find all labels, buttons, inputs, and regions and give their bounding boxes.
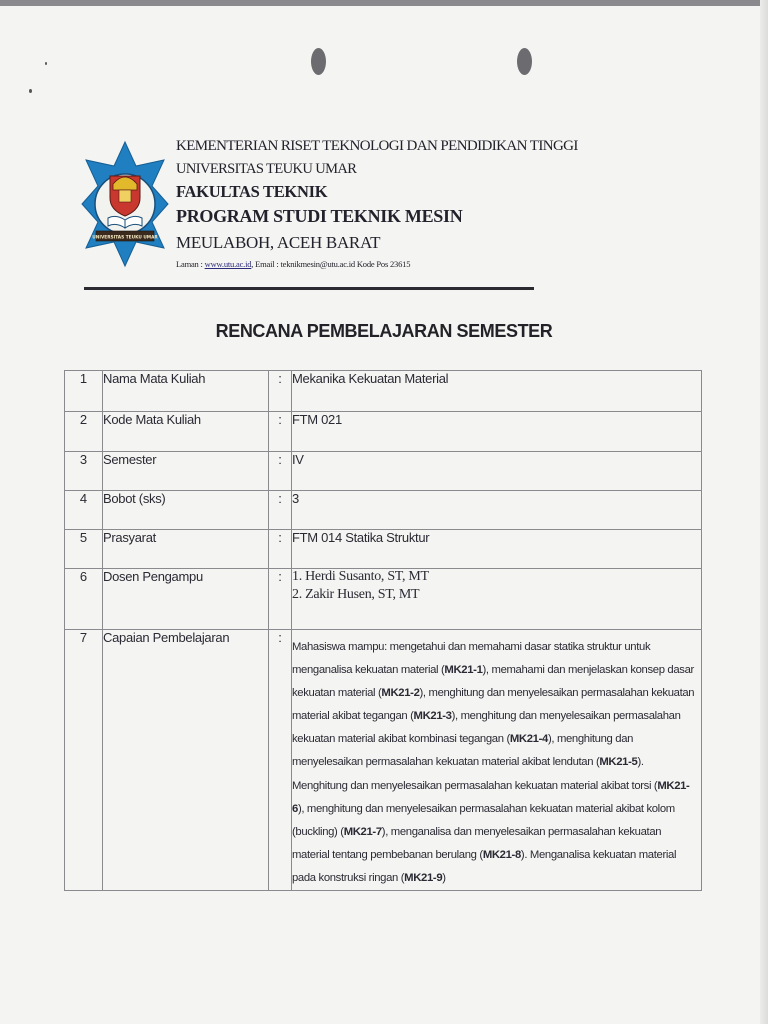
contact-prefix: Laman : [176,259,205,269]
table-row [65,569,702,630]
row-number: 7 [65,630,103,891]
scan-speck [29,89,32,93]
outcome-text: ), menghitung dan menyelesaikan permasalahan kekuatan material akibat kombinasi tegangan ( [292,710,681,746]
course-code-value: FTM 021 [292,412,702,452]
outcome-text: ), menghitung dan menyelesaikan permasalahan kekuatan material akibat kolom (buckling) ( [292,802,675,838]
semester-value: IV [292,452,702,491]
row-label: Dosen Pengampu [103,569,269,630]
outcome-code: MK21-3 [413,710,452,723]
lecturer-1: 1. Herdi Susanto, ST, MT [292,569,429,584]
scan-right-edge [760,0,768,1024]
table-row [65,530,702,569]
table-row [65,630,702,891]
outcome-text: ). Menganalisa kekuatan material pada konstruksi ringan ( [292,848,677,884]
row-colon: : [269,412,292,452]
outcome-text: ). Menghitung dan menyelesaikan permasalahan kekuatan material akibat torsi ( [292,756,658,792]
row-label: Kode Mata Kuliah [103,412,269,452]
website-link[interactable]: www.utu.ac.id [204,259,252,269]
row-number: 3 [65,452,103,491]
outcome-code: MK21-1 [444,664,483,677]
course-info-table [64,370,702,891]
scan-top-edge [0,0,768,6]
row-number: 2 [65,412,103,452]
table-row [65,412,702,452]
outcome-code: MK21-4 [509,733,548,746]
lecturers-cell [292,569,702,630]
learning-outcomes-cell [292,630,702,891]
outcome-text: ) [442,871,446,884]
emblem-building [119,190,131,202]
table-row [65,371,702,412]
row-label: Semester [103,452,269,491]
learning-outcomes-text [292,636,701,890]
university-name: UNIVERSITAS TEUKU UMAR [176,161,357,177]
row-number: 5 [65,530,103,569]
outcome-text: ), menganalisa dan menyelesaikan permasalahan kekuatan material tentang pembebanan berulang ( [292,825,662,861]
postal-code: Kode Pos 23615 [354,259,411,269]
outcome-code: MK21-5 [599,756,638,769]
table-row [65,452,702,491]
credit-value: 3 [292,491,702,530]
row-number: 4 [65,491,103,530]
punch-hole-left [311,48,326,75]
row-label: Prasyarat [103,530,269,569]
document-title: RENCANA PEMBELAJARAN SEMESTER [215,321,553,341]
row-colon: : [269,371,292,412]
outcome-code: MK21-2 [381,687,420,700]
outcome-text: ), menghitung dan menyelesaikan permasalahan kekuatan material akibat lendutan ( [292,733,634,769]
row-colon: : [269,491,292,530]
row-number: 6 [65,569,103,630]
university-emblem-icon [80,140,170,268]
ministry-name: KEMENTERIAN RISET TEKNOLOGI DAN PENDIDIKAN TINGGI [176,138,578,154]
lecturer-2: 2. Zakir Husen, ST, MT [292,587,420,602]
letterhead-rule [84,287,534,290]
program-name: PROGRAM STUDI TEKNIK MESIN [176,206,463,226]
outcome-text: ), menghitung dan menyelesaikan permasalahan kekuatan material akibat tegangan ( [292,687,695,723]
outcome-text: ), memahami dan menjelaskan konsep dasar kekuatan material ( [292,664,694,700]
outcome-code: MK21-6 [292,779,690,815]
outcome-text: Mahasiswa mampu: mengetahui dan memahami dasar statika struktur untuk menganalisa kekuatan material ( [292,641,651,677]
row-colon: : [269,569,292,630]
punch-hole-right [517,48,532,75]
outcome-code: MK21-9 [404,871,443,884]
row-label: Nama Mata Kuliah [103,371,269,412]
outcome-code: MK21-8 [482,848,521,861]
faculty-name: FAKULTAS TEKNIK [176,182,328,201]
row-colon: : [269,530,292,569]
table-row [65,491,702,530]
row-label: Bobot (sks) [103,491,269,530]
outcome-code: MK21-7 [343,825,382,838]
email-prefix: , Email : [251,259,281,269]
emblem-banner-text: UNIVERSITAS TEUKU UMAR [92,235,158,241]
email-address: teknikmesin@utu.ac.id [280,259,355,269]
course-name-value: Mekanika Kekuatan Material [292,371,702,412]
row-number: 1 [65,371,103,412]
prerequisite-value: FTM 014 Statika Struktur [292,530,702,569]
scan-speck [45,62,47,65]
location: MEULABOH, ACEH BARAT [176,233,381,252]
row-colon: : [269,452,292,491]
contact-line [176,259,410,269]
row-colon: : [269,630,292,891]
row-label: Capaian Pembelajaran [103,630,269,891]
